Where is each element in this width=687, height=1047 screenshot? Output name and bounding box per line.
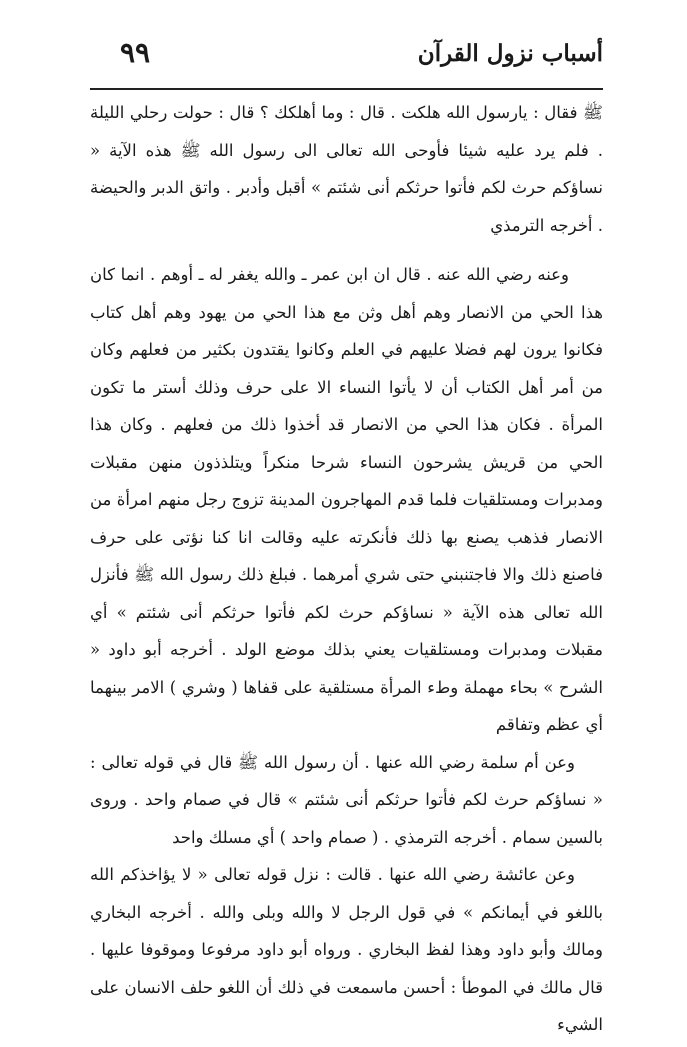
page-body (90, 94, 603, 1044)
paragraph-3: وعن أم سلمة رضي الله عنها . أن رسول الله ﷺ قال في قوله تعالى : « نساؤكم حرث لكم فأتوا حرثكم أنى شئتم » قال في صمام واحد . وروى بالسين سمام . أخرجه الترمذي . ( صمام واحد ) أي مسلك واحد (90, 752, 603, 847)
paragraph-4: وعن عائشة رضي الله عنها . قالت : نزل قوله تعالى « لا يؤاخذكم الله باللغو في أيمانكم » في قول الرجل لا والله وبلى والله . أخرجه البخاري ومالك وأبو داود وهذا لفظ البخاري . ورواه أبو داود مرفوعا وموقوفا عليها . قال مالك في الموطأ : أحسن ماسمعت في ذلك أن اللغو حلف الانسان على الشيء (90, 865, 603, 1034)
running-title: أسباب نزول القرآن (417, 40, 603, 67)
page-number: ٩٩ (120, 36, 151, 69)
paragraph-2: وعنه رضي الله عنه . قال ان ابن عمر ـ والله يغفر له ـ أوهم . انما كان هذا الحي من الانصار وهم أهل وثن مع هذا الحي من يهود وهم أهل كتاب فكانوا يرون لهم فضلا عليهم في العلم وكانوا يقتدون بكثير من فعلهم وكان من أمر أهل الكتاب أن لا يأتوا النساء الا على حرف وذلك أستر ما تكون المرأة . فكان هذا الحي من الانصار قد أخذوا ذلك من فعلهم . وكان هذا الحي من قريش يشرحون النساء شرحا منكراً ويتلذذون منهن مقبلات ومدبرات ومستلقيات فلما قدم المهاجرون المدينة تزوج رجل منهم امرأة من الانصار فذهب يصنع بها ذلك فأنكرته عليه وقالت انا كنا نؤتى على حرف فاصنع ذلك والا فاجتنبني حتى شري أمرهما . فبلغ ذلك رسول الله ﷺ فأنزل الله تعالى هذه الآية « نساؤكم حرث لكم فأتوا حرثكم أنى شئتم » أي مقبلات ومدبرات ومستلقيات يعني بذلك موضع الولد . أخرجه أبو داود « الشرح » بحاء مهملة وطء المرأة مستلقية على قفاها ( وشري ) الامر بينهما أي عظم وتفاقم (90, 265, 603, 734)
paragraph-1: ﷺ فقال : يارسول الله هلكت . قال : وما أهلكك ؟ قال : حولت رحلي الليلة . فلم يرد عليه شيئا فأوحى الله تعالى الى رسول الله ﷺ هذه الآية « نساؤكم حرث لكم فأتوا حرثكم أنى شئتم » أقبل وأدبر . واتق الدبر والحيضة . أخرجه الترمذي (90, 103, 603, 235)
page-header (90, 36, 603, 80)
header-divider (90, 88, 603, 90)
